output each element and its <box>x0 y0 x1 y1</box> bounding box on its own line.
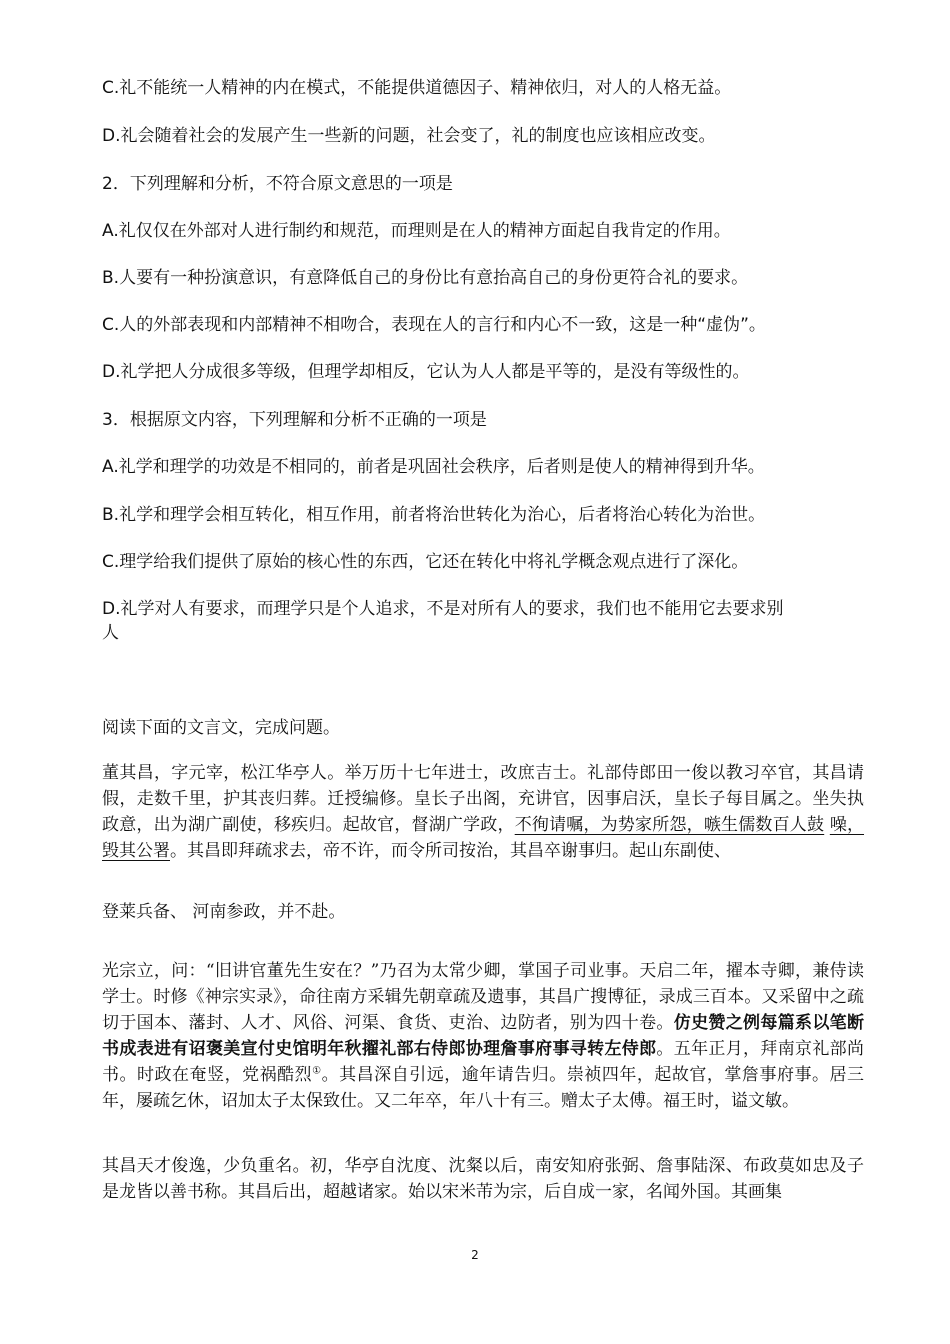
p2-text-a: 光宗立，问：“旧讲官董先生安在？”乃召为太常少卿，掌国子司业事。天启二年，擢本寺卿，兼侍读学士。时修《神宗实录》，命往南方采辑先朝章疏及遗事，其昌广搜博征，录成三百本。又采留中之疏切于国本、藩封、人才、风俗、河渠、食货、吏治、边防者，别为四十卷。 <box>102 961 864 1033</box>
q1-option-d: D.礼会随着社会的发展产生一些新的问题，社会变了，礼的制度也应该相应改变。 <box>102 126 716 146</box>
q3-option-c: C.理学给我们提供了原始的核心性的东西，它还在转化中将礼学概念观点进行了深化。 <box>102 552 749 572</box>
q2-option-a: A.礼仅仅在外部对人进行制约和规范，而理则是在人的精神方面起自我肯定的作用。 <box>102 221 731 241</box>
p1-text-b: 。其昌即拜疏求去，帝不许，而令所司按治，其昌卒谢事归。起山东副使、 <box>170 841 731 861</box>
q2-option-d: D.礼学把人分成很多等级，但理学却相反，它认为人人都是平等的，是没有等级性的。 <box>102 362 750 382</box>
q3-option-a: A.礼学和理学的功效是不相同的，前者是巩固社会秩序，后者则是使人的精神得到升华。 <box>102 457 765 477</box>
q2-option-c: C.人的外部表现和内部精神不相吻合，表现在人的言行和内心不一致，这是一种“虚伪”。 <box>102 315 766 335</box>
p1-underline-1: 不徇请嘱，为势家所怨，嗾生儒数百人鼓 <box>514 815 825 835</box>
p1-last-line: 登莱兵备、 河南参政，并不赴。 <box>102 902 346 922</box>
q1-option-c: C.礼不能统一人精神的内在模式，不能提供道德因子、精神依归，对人的人格无益。 <box>102 78 732 98</box>
passage-paragraph-1 <box>102 760 864 864</box>
q3-option-d-line2: 人 <box>102 623 119 643</box>
q3-option-b: B.礼学和理学会相互转化，相互作用，前者将治世转化为治心，后者将治心转化为治世。 <box>102 505 766 525</box>
p1-text-a: 董其昌，字元宰，松江华亭人。举万历十七年进士，改庶吉士。礼部侍郎田一俊以教习卒官，其昌请假，走数千里，护其丧归葬。迁授编修。皇长子出阁，充讲官，因事启沃，皇长子每目属之。坐失执政意，出为湖广副使，移疾归。起故官，督湖广学政， <box>102 763 864 835</box>
p2-text-b: 。五年正月，拜南京礼部尚书。时政在奄竖，党祸酷烈 <box>102 1039 865 1085</box>
passage-paragraph-2 <box>102 958 864 1114</box>
q2-stem: 2．下列理解和分析，不符合原文意思的一项是 <box>102 174 453 194</box>
page-number: 2 <box>471 1248 479 1262</box>
reading-instruction: 阅读下面的文言文，完成问题。 <box>102 718 340 738</box>
q3-option-d-line1: D.礼学对人有要求，而理学只是个人追求，不是对所有人的要求，我们也不能用它去要求别 <box>102 599 784 619</box>
p2-bold-sentence: 仿史赞之例每篇系以笔断书成表进有诏褒美宣付史馆明年秋擢礼部右侍郎协理詹事府事寻转左侍郎 <box>102 1013 865 1059</box>
q3-stem: 3．根据原文内容，下列理解和分析不正确的一项是 <box>102 410 487 430</box>
p2-text-c: 。其昌深自引远，逾年请告归。崇祯四年，起故官，掌詹事府事。居三年，屡疏乞休，诏加太子太保致仕。又二年卒，年八十有三。赠太子太傅。福王时，谥文敏。 <box>102 1065 865 1111</box>
passage-paragraph-3: 其昌天才俊逸，少负重名。初，华亭自沈度、沈粲以后，南安知府张弼、詹事陆深、布政莫如忠及子是龙皆以善书称。其昌后出，超越诸家。始以宋米芾为宗，后自成一家，名闻外国。其画集 <box>102 1156 864 1202</box>
q2-option-b: B.人要有一种扮演意识，有意降低自己的身份比有意抬高自己的身份更符合礼的要求。 <box>102 268 749 288</box>
p1-underline-2: 噪，毁其公署 <box>102 815 865 861</box>
p2-footnote-mark: ① <box>312 1065 322 1077</box>
